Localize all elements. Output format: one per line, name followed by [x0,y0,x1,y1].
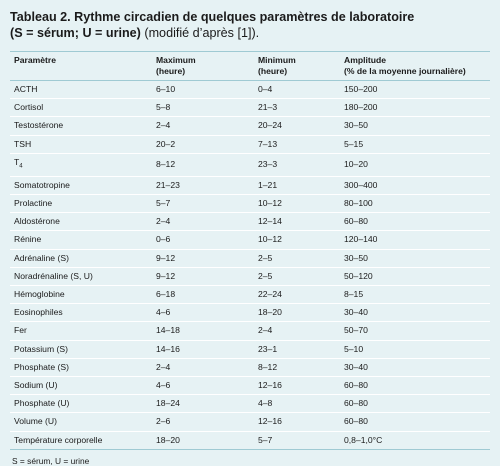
cell-parametre: TSH [10,135,152,153]
cell-amplitude: 10–20 [340,153,490,176]
cell-parametre: Adrénaline (S) [10,249,152,267]
cell-parametre: Testostérone [10,117,152,135]
cell-parametre: Fer [10,322,152,340]
cell-maximum: 2–4 [152,358,254,376]
header-minimum-l1: Minimum [258,55,296,65]
caption-line-2-bold: (S = sérum; U = urine) [10,26,141,40]
cell-parametre: Température corporelle [10,431,152,449]
table-row [10,413,490,431]
table-row [10,117,490,135]
table-row [10,135,490,153]
circadian-rhythm-table [10,51,490,450]
cell-amplitude: 50–70 [340,322,490,340]
cell-parametre: Sodium (U) [10,376,152,394]
cell-amplitude: 300–400 [340,176,490,194]
cell-minimum: 7–13 [254,135,340,153]
header-parametre-l1: Paramètre [14,55,57,65]
header-parametre-l2 [14,66,148,77]
table-caption [10,9,490,41]
cell-maximum: 2–6 [152,413,254,431]
cell-maximum: 5–8 [152,99,254,117]
cell-minimum: 12–16 [254,376,340,394]
cell-parametre: Potassium (S) [10,340,152,358]
cell-minimum: 2–4 [254,322,340,340]
header-row [10,52,490,81]
header-minimum-l2: (heure) [258,65,288,76]
table-body [10,81,490,450]
cell-maximum: 21–23 [152,176,254,194]
cell-minimum: 21–3 [254,99,340,117]
cell-parametre: $T_4$ [10,153,152,176]
table-row [10,376,490,394]
cell-amplitude: 180–200 [340,99,490,117]
cell-minimum: 18–20 [254,304,340,322]
cell-maximum: 6–18 [152,285,254,303]
cell-maximum: 18–24 [152,395,254,413]
cell-maximum: 2–4 [152,117,254,135]
cell-minimum: 10–12 [254,194,340,212]
header-amplitude-l1: Amplitude [344,55,387,65]
cell-maximum: 20–2 [152,135,254,153]
cell-amplitude: 8–15 [340,285,490,303]
cell-parametre: Aldostérone [10,213,152,231]
header-maximum-l1: Maximum [156,55,196,65]
table-row [10,249,490,267]
cell-parametre: Somatotropine [10,176,152,194]
cell-amplitude: 5–10 [340,340,490,358]
cell-minimum: 10–12 [254,231,340,249]
caption-line-1 [10,9,490,25]
cell-minimum: 20–24 [254,117,340,135]
cell-parametre: Prolactine [10,194,152,212]
cell-parametre: Volume (U) [10,413,152,431]
cell-maximum: 4–6 [152,304,254,322]
cell-amplitude: 30–40 [340,304,490,322]
cell-minimum: 23–1 [254,340,340,358]
cell-minimum: 2–5 [254,267,340,285]
cell-amplitude: 50–120 [340,267,490,285]
cell-maximum: 8–12 [152,153,254,176]
cell-maximum: 9–12 [152,249,254,267]
cell-amplitude: 60–80 [340,395,490,413]
header-maximum [152,52,254,81]
caption-line-2 [10,25,490,41]
cell-amplitude: 30–50 [340,249,490,267]
table-row [10,81,490,99]
table-row [10,395,490,413]
table-row [10,340,490,358]
cell-parametre: Hémoglobine [10,285,152,303]
cell-maximum: 9–12 [152,267,254,285]
cell-parametre: Eosinophiles [10,304,152,322]
cell-parametre: ACTH [10,81,152,99]
header-minimum [254,52,340,81]
cell-minimum: 22–24 [254,285,340,303]
cell-minimum: 23–3 [254,153,340,176]
table-row [10,431,490,449]
table-row [10,176,490,194]
cell-amplitude: 5–15 [340,135,490,153]
cell-parametre: Phosphate (U) [10,395,152,413]
cell-maximum: 14–18 [152,322,254,340]
table-footnote: S = sérum, U = urine [12,455,90,466]
cell-maximum: 4–6 [152,376,254,394]
cell-minimum: 2–5 [254,249,340,267]
header-amplitude [340,52,490,81]
cell-amplitude: 60–80 [340,213,490,231]
cell-parametre: Cortisol [10,99,152,117]
cell-amplitude: 0,8–1,0°C [340,431,490,449]
header-parametre [10,52,152,81]
cell-minimum: 1–21 [254,176,340,194]
table-header [10,52,490,81]
table-row [10,358,490,376]
table-row [10,194,490,212]
cell-amplitude: 150–200 [340,81,490,99]
cell-maximum: 14–16 [152,340,254,358]
caption-line-2-rest: (modifié d’après [1]). [140,26,260,40]
header-maximum-l2: (heure) [156,65,186,76]
header-amplitude-l2: (% de la moyenne journalière) [344,65,466,76]
table-row [10,213,490,231]
cell-minimum: 0–4 [254,81,340,99]
table-row [10,322,490,340]
cell-parametre: Rénine [10,231,152,249]
cell-minimum: 12–14 [254,213,340,231]
table-row [10,267,490,285]
cell-amplitude: 30–40 [340,358,490,376]
table-row [10,153,490,176]
table-row [10,304,490,322]
cell-minimum: 12–16 [254,413,340,431]
cell-minimum: 8–12 [254,358,340,376]
cell-minimum: 5–7 [254,431,340,449]
cell-amplitude: 120–140 [340,231,490,249]
cell-maximum: 5–7 [152,194,254,212]
cell-minimum: 4–8 [254,395,340,413]
table-row [10,285,490,303]
cell-amplitude: 60–80 [340,376,490,394]
cell-parametre: Phosphate (S) [10,358,152,376]
cell-parametre: Noradrénaline (S, U) [10,267,152,285]
cell-amplitude: 60–80 [340,413,490,431]
cell-maximum: 2–4 [152,213,254,231]
cell-maximum: 6–10 [152,81,254,99]
cell-maximum: 0–6 [152,231,254,249]
cell-amplitude: 80–100 [340,194,490,212]
table-row [10,99,490,117]
cell-amplitude: 30–50 [340,117,490,135]
table-row [10,231,490,249]
cell-maximum: 18–20 [152,431,254,449]
caption-line-1-text: Tableau 2. Rythme circadien de quelques paramètres de laboratoire [10,10,415,24]
